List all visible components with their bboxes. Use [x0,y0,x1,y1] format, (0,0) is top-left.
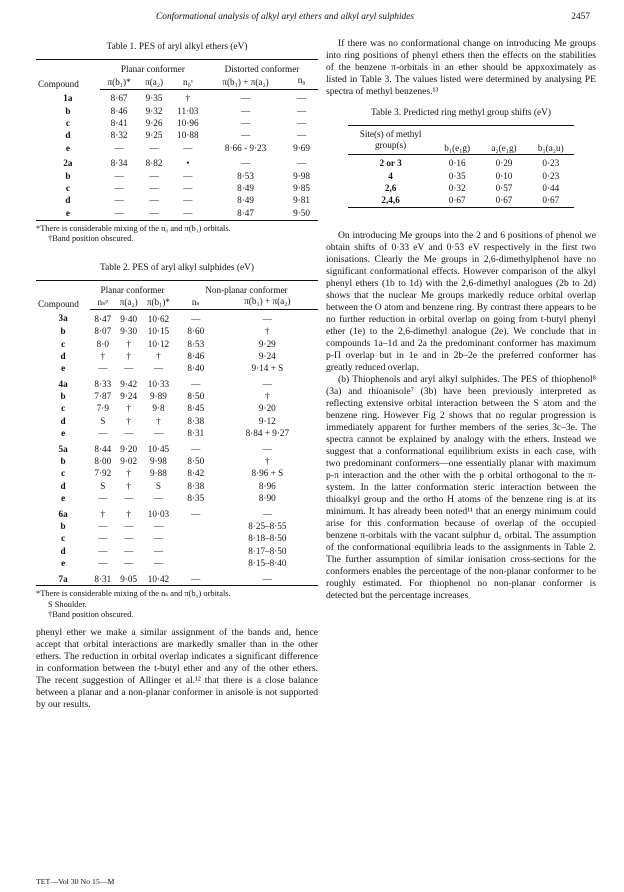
table2-cell: 9·12 [258,415,276,426]
table2-cell: 5a [58,443,68,454]
table2-cell: † [156,415,161,426]
table2-cell: S [100,415,106,426]
table1-cell: — [296,130,307,141]
table1-cell: — [149,182,159,193]
table2-cell: — [124,558,134,569]
table2-cell: — [98,558,108,569]
table1-cell: — [296,93,307,104]
table1-row [36,182,318,194]
table1-cell: • [186,158,190,169]
table3-cell: 0·16 [448,158,466,169]
table2-cell: 9·89 [150,391,167,402]
table2-cell: d [60,545,66,556]
table1-cell: 9·98 [293,170,310,181]
table2-cell: 8·96 [258,480,276,491]
table2-cell: 8·25–8·55 [248,520,287,531]
table2-footnote-1: *There is considerable mixing of the nₛ and π(b₁) orbitals. [36,589,231,599]
table2-row [36,520,318,532]
table1-cell: — [149,142,159,153]
table2-cell: d [60,480,66,491]
table2-cell: — [262,313,272,324]
table2-row [36,350,318,362]
table1-cell: 8·66 - 9·23 [224,142,267,153]
table1-cell: — [114,182,124,193]
table2-cell: — [124,545,134,556]
table2-cell: † [265,456,270,467]
table2-caption: Table 2. PES of aryl alkyl sulphides (eV) [100,262,254,273]
table2-row [36,415,318,427]
table3-col-2: a₂(e₁g) [481,126,527,154]
table2-cell: b [60,391,66,402]
table2-cell: 7·92 [94,468,112,479]
table2-row [36,505,318,520]
table1-cell: — [296,158,307,169]
table2-cell: d [60,415,66,426]
table3-cell: 4 [388,170,393,181]
table1-group-distorted: Distorted conformer [206,60,318,75]
table2-cell: — [98,493,108,504]
table1-row [36,117,318,129]
table1-cell: — [183,195,193,206]
table1-group-planar: Planar conformer [100,60,206,75]
table2-row [36,533,318,545]
table3-cell: 0·23 [542,158,560,169]
table1-cell: — [114,195,124,206]
table2-cell: 8·50 [187,391,205,402]
table1-cell: — [183,182,193,193]
table2-cell: 8·42 [187,468,205,479]
table2-cell: 8·44 [94,443,112,454]
table2-cell: 10·42 [142,570,175,586]
table2-row [36,455,318,467]
table1-cell: — [296,117,307,128]
table1-cell: e [65,142,70,153]
table2-cell: 8·60 [187,326,205,337]
table1-cell: — [149,170,159,181]
table2-cell: 9·88 [150,468,167,479]
table2-cell: † [100,508,106,519]
table2-cell: 8·00 [94,456,112,467]
table2-col-compound: Compound [36,281,90,310]
table2-cell: — [124,428,134,439]
table3-cell: 0·67 [527,195,574,208]
table1-cell: 11·03 [177,105,199,116]
table2-col-3: π(b₁)* [142,296,175,310]
table2-group-planar: Planar conformer [90,281,175,296]
table2-cell: 8·45 [187,403,205,414]
table1-footnotes [36,224,318,245]
table2-col-2: π(a₂) [115,296,142,310]
table2-group-nonplanar: Non-planar conformer [175,281,318,296]
running-title: Conformational analysis of alkyl aryl ethers and alkyl aryl sulphides [156,12,415,22]
table2-cell: † [126,350,131,361]
table1-cell: b [65,170,71,181]
table2-cell: 10·45 [147,443,170,454]
table2-row [36,558,318,570]
table2-col-5: π(b₁) + π(a₂) [217,296,318,310]
table2-cell [175,558,217,570]
table1-cell: b [65,105,71,116]
table2-cell [175,545,217,557]
table2-cell: — [262,443,272,454]
table2-row [36,493,318,505]
table1-cell: — [240,105,251,116]
table1-cell: 10·88 [177,130,199,141]
table2-cell: — [153,558,164,569]
table1-cell: 9·50 [285,207,318,220]
table1-col-5: n₀ [285,75,318,89]
table2-cell: 9·14 + S [251,363,284,374]
table1-cell: — [138,207,169,220]
table2-cell: e [61,558,66,569]
table1-cell: — [100,207,139,220]
table2-cell: 8·07 [94,326,112,337]
table2-cell: b [60,520,66,531]
journal-footer: TET—Vol 30 No 15—M [36,876,115,886]
left-paragraph: phenyl ether we make a similar assignment of the bands and, hence accept that orbital interactions are markedly smaller than in the other ethers. The reduction in orbital overlap indicates a significant difference in conformation between the t-butyl ether and any of the other ethers. The recent suggestion of Allinger et al.¹² that there is a close balance between a planar and a non-planar conformer in anisole is not supported by our results. [36,626,318,710]
table2-cell: — [153,520,164,531]
table2-cell [175,520,217,532]
table3-row [348,170,575,182]
table2-cell: 8·96 + S [251,468,284,479]
table1-row [36,207,318,220]
table2-cell: † [100,350,106,361]
table3-cell: 0·23 [542,170,560,181]
table2-cell: — [217,570,318,586]
table2-row [36,468,318,480]
table3-row [348,182,575,194]
table1 [36,59,318,220]
table1-cell: e [36,207,100,220]
table1-cell: — [296,105,307,116]
table3-cell: 0·67 [481,195,527,208]
table2-cell: 9·30 [120,326,138,337]
table2-cell: 8·90 [258,493,276,504]
right-paragraph-3: (b) Thiophenols and aryl alkyl sulphides. The PES of thiophenol⁸ (3a) and thioanisole⁷ (3b) have been previously interpreted as reflecting extensive orbital interaction between the S atom and the benzene ring. However Fig 2 shows that no regular progression is immediately apparent for further members of the series 3c–3e. The spectra cannot be explained by analogy with the ethers. Instead we suggest that a conformational equilibrium exists in each case, with two predominant conformers—one essentially planar with maximum p-π interaction and the other with the p orbital orthogonal to the π-system. In the latter conformation steric interaction between the thioalkyl group and the ortho H atoms of the benzene ring is at its minimum. It has already been noted¹¹ that an energy minimum could arise for this conformation because of overlap of the occupied benzene π-orbitals with the vacant sulphur d꜀ orbital. The assumption of the conformational equilibria leads to the assignments in Table 2. The further assumption of similar ionisation cross-sections for the conformers enables the percentage of the non-planar conformer to be roughly estimated. For thiophenol no non-planar conformer is detected but the percentage increases [326,373,596,601]
table2-cell: — [191,443,201,454]
table2-footnote-3: †Band position obscured. [48,610,134,620]
table1-cell: 9·81 [293,195,310,206]
table3-cell: 0·35 [448,170,466,181]
table2-cell: 9·42 [120,378,138,389]
table2-cell: — [153,545,164,556]
table1-cell: — [149,195,159,206]
table3-col-1: b₁(e₁g) [434,126,481,154]
table1-cell: 8·41 [110,117,128,128]
table1-cell: 8·67 [110,93,128,104]
table2-cell: 8·17–8·50 [248,545,287,556]
table1-col-4: π(b₁) + π(a₂) [206,75,285,89]
table2-col-4: nₛ [175,296,217,310]
table2-cell: c [61,468,66,479]
table1-cell: 9·32 [145,105,163,116]
table1-cell: — [183,170,193,181]
table2-cell: 8·53 [187,338,205,349]
right-paragraph-2: On introducing Me groups into the 2 and 6 positions of phenol we obtain shifts of 0·33 eV and 0·53 eV respectively in the first two ionisations. Clearly the Me groups in 2,6-dimethylphenol have no significant conformational effects. However comparison of the alkyl phenyl ethers (1b to 1d) with the 2,6-dimethyl analogues (2b to 2d) shows that the nuclear Me groups markedly reduce orbital overlap between the O atom and benzene ring. By contrast there appears to be no further reduction in orbital overlap on going from t-butyl phenyl ether (1e) to the 2,6-dimethyl analogue (2e). We conclude that in compounds 1a–1d and 2a the predominant conformer has maximum p-Π overlap but in 1e and in 2b–2e the preferred conformer has greatly reduced overlap. [326,230,596,373]
table2-cell: † [126,508,131,519]
table3-cell: 2,6 [384,182,397,193]
table2-cell: 10·33 [147,378,170,389]
table1-row [36,142,318,154]
table2-cell: 10·62 [147,313,170,324]
table3-cell: 0·44 [542,182,560,193]
table2-cell: † [265,391,270,402]
table1-cell: 8·34 [110,158,128,169]
table3-cell: 0·29 [495,158,513,169]
table2-cell: — [191,378,201,389]
table2-cell: † [126,403,131,414]
table2-cell: 8·40 [187,363,205,374]
table3-cell: 2,4,6 [348,195,434,208]
table2-cell: 9·40 [120,313,138,324]
table1-col-3: n₀ˢ [170,75,206,89]
table2-cell: 8·33 [94,378,112,389]
table3-caption: Table 3. Predicted ring methyl group shifts (eV) [370,107,552,118]
table2-cell: — [153,363,164,374]
table1-cell: c [65,182,70,193]
table3-cell: 0·32 [448,182,466,193]
table2-cell: 8·31 [187,428,205,439]
table1-row [36,105,318,117]
table1-footnote-2: †Band position obscured. [48,234,134,244]
table2-row [36,440,318,455]
table2-cell: 8·84 + 9·27 [245,428,290,439]
table2 [36,280,318,586]
table2-col-1: nₛᵖ [90,296,115,310]
left-body-text [36,627,318,711]
table2-cell: c [61,403,66,414]
table2-cell: e [61,428,66,439]
table1-row [36,170,318,182]
table2-cell: b [60,326,66,337]
table2-cell: — [191,508,201,519]
page-number: 2457 [571,12,590,22]
table2-cell: — [153,493,164,504]
table1-cell: 2a [63,158,73,169]
table2-row [36,428,318,440]
table2-cell: 9·20 [258,403,276,414]
table2-row [36,310,318,326]
table1-cell: 9·85 [293,182,310,193]
table3-col-site: Site(s) of methyl group(s) [348,126,434,154]
table1-cell: — [170,207,206,220]
table1-cell: 9·25 [145,130,163,141]
table2-cell: 6a [58,508,68,519]
table2-cell: — [124,520,134,531]
table3-cell: 0·67 [434,195,481,208]
table1-cell: † [185,93,191,104]
table1-cell: 8·32 [110,130,128,141]
table2-cell: † [126,468,131,479]
table2-cell: † [156,350,161,361]
left-column [36,38,318,711]
table2-cell: † [265,326,270,337]
table1-cell: 8·49 [237,182,254,193]
table1-cell: 10·96 [177,117,199,128]
table2-cell: e [61,363,66,374]
table2-cell: — [153,533,164,544]
table2-cell: 8·38 [187,415,205,426]
table2-cell: S [155,480,161,491]
table2-cell: — [124,363,134,374]
table2-cell: — [124,493,134,504]
table3-row [348,154,575,170]
table1-cell: 1a [63,92,73,103]
table1-footnote-1: *There is considerable mixing of the n₀ and π(b₁) orbitals. [36,223,231,233]
table2-cell: 10·03 [147,508,170,519]
table2-cell: † [126,480,131,491]
table2-cell: 8·47 [94,313,112,324]
table3-row [348,195,575,208]
table1-cell: 8·82 [145,158,163,169]
table1-cell: — [183,142,193,153]
table2-cell: 8·0 [96,338,109,349]
table2-cell: — [98,520,108,531]
table2-cell: 8·15–8·40 [248,558,287,569]
table1-cell: 9·35 [145,93,163,104]
table1-cell: 8·46 [110,105,128,116]
table3-col-3: b₁(a₂u) [527,126,574,154]
table2-cell: — [98,363,108,374]
table3 [348,125,575,208]
table1-cell: — [240,158,251,169]
table1-cell: 8·53 [237,170,254,181]
table2-row [36,403,318,415]
table1-row [36,89,318,105]
table1-cell: — [114,170,124,181]
table2-cell: — [98,428,108,439]
table2-cell: 9·29 [258,338,276,349]
table2-cell: 9·20 [120,443,138,454]
right-body-top [326,38,596,98]
table2-cell: — [153,428,164,439]
table2-cell: 10·12 [147,338,170,349]
table1-cell: 9·26 [145,117,163,128]
table2-row [36,326,318,338]
table2-cell: — [124,533,134,544]
table2-cell: 4a [58,378,68,389]
table2-cell: c [61,533,66,544]
table1-row [36,130,318,142]
table3-cell: 2 or 3 [379,158,402,169]
table2-cell: 7·9 [96,403,109,414]
table2-cell: 8·31 [90,570,115,586]
table2-cell: † [126,338,131,349]
table2-cell: 9·24 [120,391,138,402]
table2-cell: — [98,533,108,544]
table1-col-1: π(b₁)* [100,75,139,89]
table2-row [36,391,318,403]
table1-caption: Table 1. PES of aryl alkyl ethers (eV) [106,42,248,52]
table2-footnotes [36,589,318,621]
table2-cell: 8·35 [187,493,205,504]
table2-cell: 10·15 [147,326,170,337]
table2-cell: 9·05 [115,570,142,586]
table2-row [36,570,318,586]
table2-cell: d [60,350,66,361]
table2-cell: 8·18–8·50 [248,533,287,544]
table1-cell: d [65,195,71,206]
table2-cell [175,533,217,545]
table2-cell: 9·24 [258,350,276,361]
table1-cell: c [65,117,70,128]
table2-cell: b [60,456,66,467]
table2-row [36,363,318,375]
table2-row [36,480,318,492]
table1-col-2: π(a₂) [138,75,169,89]
table2-footnote-2: S Shoulder. [48,599,87,609]
table2-cell: c [61,338,66,349]
table1-row [36,155,318,170]
table2-cell: e [61,493,66,504]
table2-cell: 9·98 [150,456,167,467]
table2-cell: 9·8 [152,403,165,414]
table1-col-compound: Compound [36,60,100,89]
table1-cell: 9·69 [293,142,310,153]
table2-cell: 7·87 [94,391,112,402]
table2-cell: — [262,508,272,519]
table2-cell: — [175,570,217,586]
table1-cell: 8·49 [237,195,254,206]
table1-row [36,195,318,207]
table2-row [36,375,318,390]
table2-cell: 8·38 [187,480,205,491]
right-body-bottom [326,230,596,602]
right-column [326,38,596,602]
table1-cell: — [240,117,251,128]
table1-cell: — [240,130,251,141]
table3-cell: 0·57 [495,182,513,193]
table2-row [36,545,318,557]
table2-cell: 7a [36,570,90,586]
table2-cell: 8·50 [187,456,205,467]
table2-cell: 8·46 [187,350,205,361]
table1-cell: — [240,93,251,104]
table2-cell: 9·02 [120,456,138,467]
table3-cell: 0·10 [495,170,513,181]
table2-cell: † [126,415,131,426]
table1-cell: 8·47 [206,207,285,220]
table1-cell: d [65,130,71,141]
table2-cell: — [262,378,272,389]
right-paragraph-1: If there was no conformational change on introducing Me groups into ring positions of phenyl ethers then the effects on the stabilities of the benzene π-orbitals in an ether should be appxoximately as listed in Table 3. The values listed were determined by analysing PE spectra of methyl benzenes.¹³ [326,38,596,97]
table2-cell: 3a [58,313,68,324]
table2-cell: — [191,313,201,324]
table2-cell: — [98,545,108,556]
table1-cell: — [114,142,124,153]
table2-cell: S [100,480,106,491]
table2-row [36,338,318,350]
